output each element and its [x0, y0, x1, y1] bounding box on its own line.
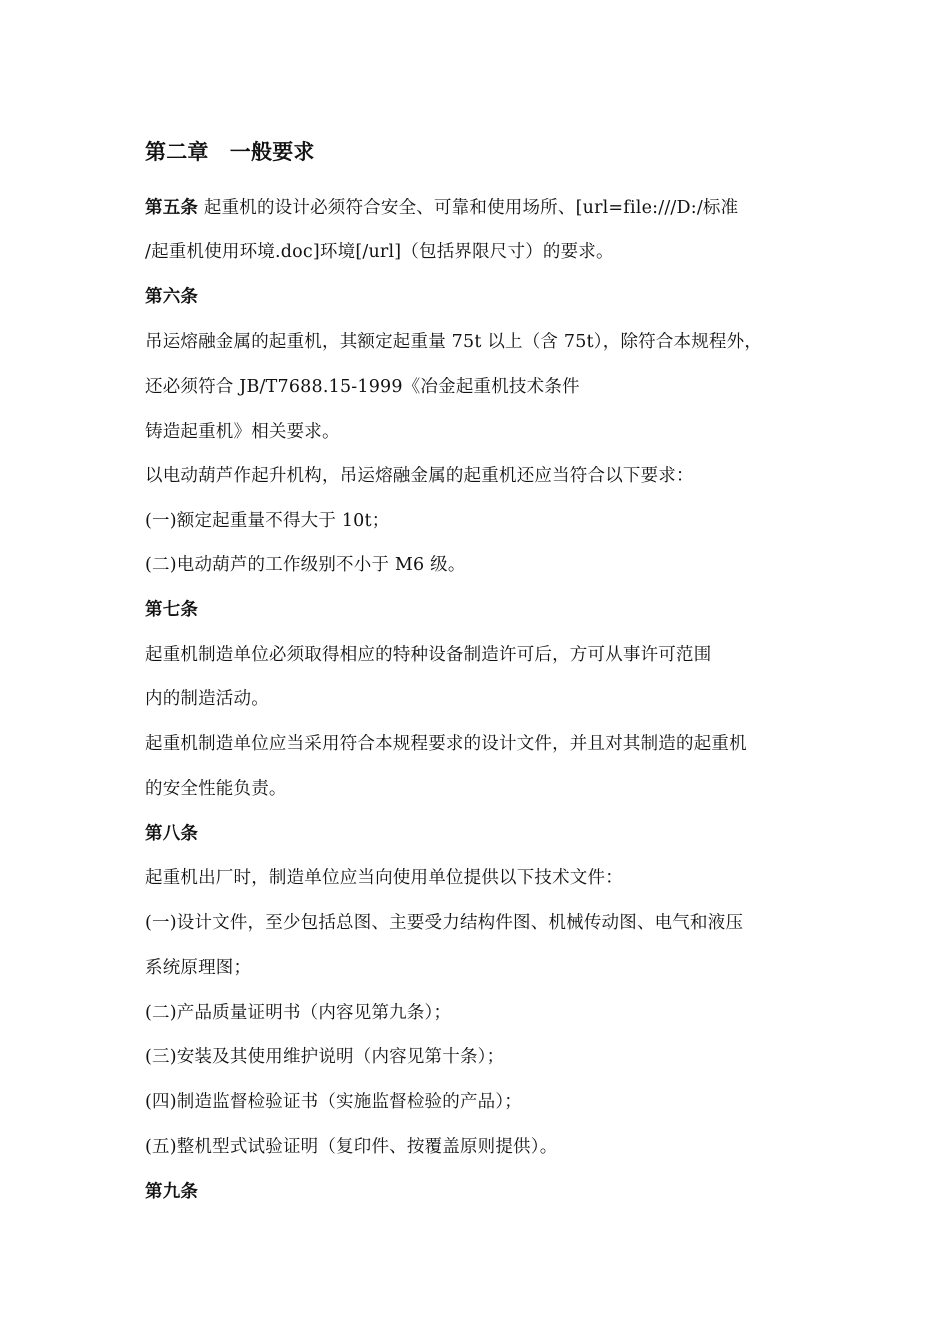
article-8-line-6: (四)制造监督检验证书（实施监督检验的产品）； — [145, 1092, 523, 1112]
article-7-line-3: 起重机制造单位应当采用符合本规程要求的设计文件，并且对其制造的起重机 — [145, 734, 747, 754]
article-7-line-4: 的安全性能负责。 — [145, 779, 287, 799]
article-5-line-2: /起重机使用环境.doc]环境[/url]（包括界限尺寸）的要求。 — [145, 242, 614, 262]
article-6-label: 第六条 — [145, 287, 199, 307]
article-6-line-2: 还必须符合 JB/T7688.15-1999《冶金起重机技术条件 — [145, 377, 580, 397]
article-7-line-1: 起重机制造单位必须取得相应的特种设备制造许可后，方可从事许可范围 — [145, 645, 712, 665]
article-8-label: 第八条 — [145, 824, 199, 844]
article-5-line-1 — [145, 196, 738, 220]
chapter-title: 第二章 一般要求 — [145, 140, 315, 164]
article-6-line-5: (一)额定起重量不得大于 10t； — [145, 511, 390, 531]
article-8-line-3: 系统原理图； — [145, 958, 252, 978]
article-8-line-7: (五)整机型式试验证明（复印件、按覆盖原则提供）。 — [145, 1137, 558, 1157]
article-8-line-4: (二)产品质量证明书（内容见第九条）； — [145, 1003, 452, 1023]
article-8-line-1: 起重机出厂时，制造单位应当向使用单位提供以下技术文件： — [145, 868, 623, 888]
article-6-line-3: 铸造起重机》相关要求。 — [145, 422, 340, 442]
article-8-line-2: (一)设计文件，至少包括总图、主要受力结构件图、机械传动图、电气和液压 — [145, 913, 744, 933]
article-8-line-5: (三)安装及其使用维护说明（内容见第十条）； — [145, 1047, 505, 1067]
article-6-line-4: 以电动葫芦作起升机构，吊运熔融金属的起重机还应当符合以下要求： — [145, 466, 694, 486]
article-5-label: 第五条 — [145, 198, 199, 218]
article-9-label: 第九条 — [145, 1182, 199, 1202]
article-5-text-1: 起重机的设计必须符合安全、可靠和使用场所、[url=file:///D:/标准 — [198, 198, 739, 218]
article-6-line-6: (二)电动葫芦的工作级别不小于 M6 级。 — [145, 555, 466, 575]
article-6-line-1: 吊运熔融金属的起重机，其额定起重量 75t 以上（含 75t），除符合本规程外， — [145, 332, 763, 352]
article-7-label: 第七条 — [145, 600, 199, 620]
article-7-line-2: 内的制造活动。 — [145, 689, 269, 709]
